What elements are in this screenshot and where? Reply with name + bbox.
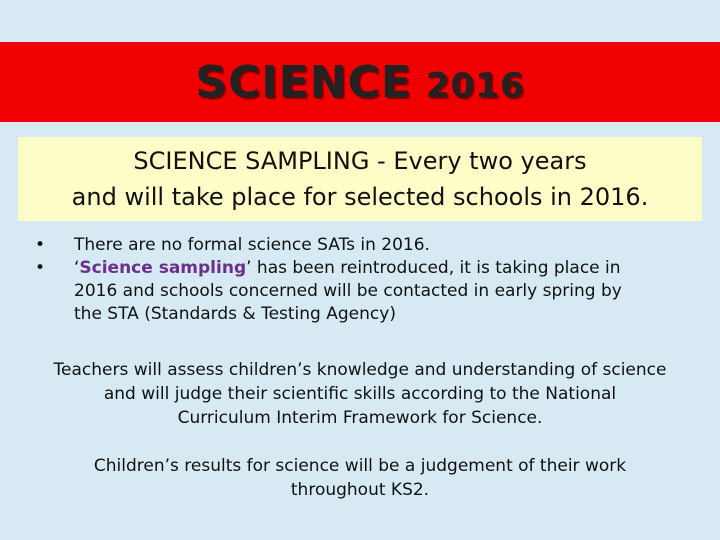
results-paragraph: [20, 454, 700, 502]
bullet-emphasis: Science sampling: [79, 258, 247, 278]
title-banner: [0, 42, 720, 122]
intro-line-1: [18, 143, 702, 179]
paragraph-line: throughout KS2.: [290, 480, 430, 500]
bullet-item: [30, 257, 690, 326]
bullet-text-line-3: the STA (Standards & Testing Agency): [74, 304, 396, 324]
paragraph-line: Teachers will assess children’s knowledge and understanding of science: [53, 360, 667, 380]
bullet-dot: •: [34, 235, 46, 255]
paragraph-line: and will judge their scientific skills according to the National: [103, 384, 617, 404]
intro-emphasis: SCIENCE SAMPLING: [133, 147, 370, 175]
paragraph-line: Children’s results for science will be a judgement of their work: [93, 456, 627, 476]
intro-box: [18, 137, 702, 221]
bullet-text: There are no formal science SATs in 2016.: [74, 235, 430, 255]
bullet-text-line-2: 2016 and schools concerned will be contacted in early spring by: [74, 281, 622, 301]
title-year: 2016: [425, 65, 525, 106]
bullet-item: [30, 234, 690, 257]
bullet-quote-open: ‘: [74, 258, 80, 278]
title-main: SCIENCE: [195, 56, 412, 108]
intro-line-2: and will take place for selected schools in 2016.: [71, 183, 649, 211]
paragraph-line: Curriculum Interim Framework for Science.: [177, 408, 543, 428]
page-title: [195, 57, 524, 108]
intro-line-1-rest: - Every two years: [369, 147, 587, 175]
bullet-dot: •: [34, 258, 46, 278]
assessment-paragraph: [20, 358, 700, 430]
bullet-text-line-1: ’ has been reintroduced, it is taking place in: [246, 258, 621, 278]
bullet-list: [30, 234, 690, 326]
